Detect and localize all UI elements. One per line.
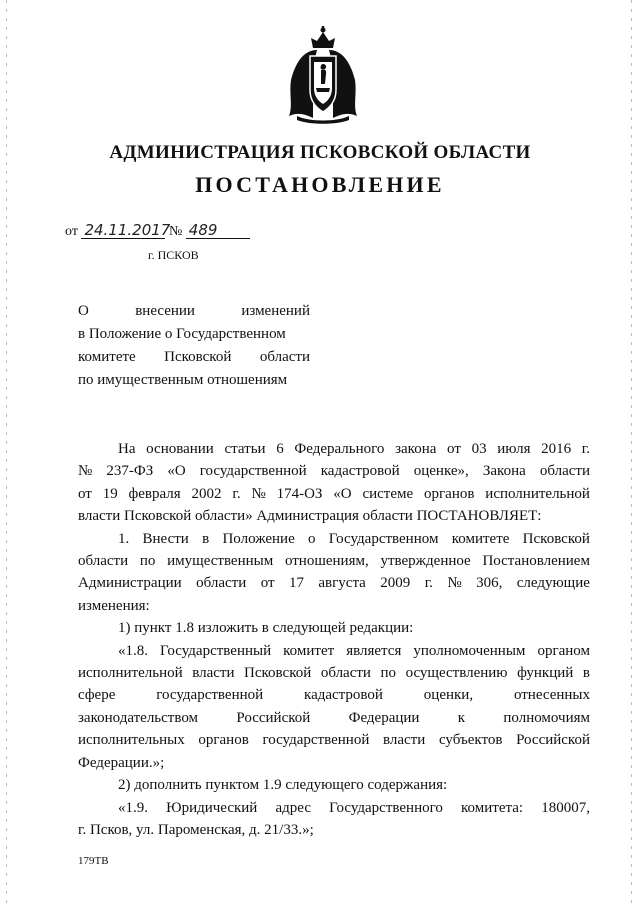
body-word: исполнительной xyxy=(485,485,590,502)
body-word: г. xyxy=(581,441,590,457)
body-word: оценки, xyxy=(423,687,474,704)
body-word: области xyxy=(196,575,247,592)
body-word: 17 xyxy=(288,575,304,592)
body-word: оценке», xyxy=(413,463,469,480)
body-word: законодательством xyxy=(78,709,199,726)
body-word: Положение xyxy=(222,530,295,547)
body-word: 2016 xyxy=(541,441,572,457)
subject-word: изменений xyxy=(241,303,310,319)
body-word: Юридический xyxy=(166,799,258,816)
body-word: отнесенных xyxy=(513,687,590,704)
date-number-line xyxy=(65,222,250,240)
body-word: Постановлением xyxy=(482,553,590,570)
body-word: субъектов xyxy=(438,732,503,749)
document-type-title: ПОСТАНОВЛЕНИЕ xyxy=(195,172,445,197)
body-word: комитета: xyxy=(461,799,524,816)
body-line xyxy=(78,752,590,774)
body-word: уполномоченным xyxy=(413,642,526,659)
body-line xyxy=(78,797,590,819)
body-word: 174-ОЗ xyxy=(276,485,323,502)
body-word: июля xyxy=(497,441,531,457)
body-word: органов xyxy=(424,485,475,502)
body-word: Российской xyxy=(516,732,590,749)
subject-line xyxy=(78,323,310,346)
body-word: На xyxy=(118,441,136,457)
body-word: следующие xyxy=(516,575,590,592)
body-line xyxy=(78,640,590,662)
body-word: Псковской xyxy=(244,665,312,682)
body-word: является xyxy=(346,642,402,659)
body-word: изменения: xyxy=(78,597,150,614)
body-word: 306, xyxy=(476,575,503,592)
body-line xyxy=(78,662,590,684)
body-word: исполнительной xyxy=(78,665,183,682)
body-word: Государственном xyxy=(328,530,439,547)
body-word: 19 xyxy=(102,485,118,502)
body-word: области xyxy=(320,665,371,682)
body-word: г. Псков, ул. Пароменская, д. 21/33.»; xyxy=(78,821,314,838)
body-word: № xyxy=(447,575,462,592)
body-line xyxy=(78,550,590,572)
number-prefix: № xyxy=(168,224,183,239)
city-label: г. ПСКОВ xyxy=(148,248,199,262)
body-word: 6 xyxy=(276,441,284,457)
body-word: власти xyxy=(383,732,426,749)
body-word: Внести xyxy=(142,530,189,547)
body-word: «О xyxy=(167,463,186,480)
body-word: от xyxy=(447,441,461,457)
body-word: основании xyxy=(146,441,214,457)
body-word: «О xyxy=(333,485,352,502)
body-word: по xyxy=(380,665,397,682)
body-word: комитет xyxy=(283,642,335,659)
subject-word: по имущественным отношениям xyxy=(78,372,288,388)
body-word: г. xyxy=(232,485,241,502)
subject-block xyxy=(78,300,310,392)
body-word: Федерации xyxy=(348,709,420,726)
body-word: кадастровой xyxy=(320,463,400,480)
body-line xyxy=(78,460,590,482)
body-word: области xyxy=(539,463,590,480)
subject-line xyxy=(78,300,310,323)
subject-word: О xyxy=(78,303,89,319)
body-line xyxy=(78,505,590,527)
body-word: закона xyxy=(395,441,437,457)
body-line xyxy=(78,774,590,796)
body-line xyxy=(78,707,590,729)
body-line xyxy=(78,819,590,841)
pskov-coat-of-arms-icon xyxy=(283,26,363,126)
subject-word: комитете xyxy=(78,349,136,365)
body-word: органов xyxy=(198,732,249,749)
body-word: г. xyxy=(424,575,433,592)
body-word: Российской xyxy=(236,709,311,726)
body-word: от xyxy=(260,575,275,592)
subject-word: в Положение о Государственном xyxy=(78,326,286,342)
body-line xyxy=(78,438,590,460)
scan-edge-right xyxy=(631,0,632,905)
body-word: власти Псковской области» Администрация области ПОСТАНОВЛЯЕТ: xyxy=(78,508,542,525)
body-word: полномочиям xyxy=(503,709,590,726)
body-word: государственной xyxy=(156,687,264,704)
body-word: по xyxy=(139,553,156,570)
body-word: Государственный xyxy=(160,642,272,659)
subject-line xyxy=(78,369,310,392)
footer-code: 179ТВ xyxy=(78,855,109,867)
body-word: о xyxy=(308,530,316,547)
body-line xyxy=(78,729,590,751)
subject-word: области xyxy=(259,349,310,365)
body-line xyxy=(78,572,590,594)
body-word: государственной xyxy=(262,732,370,749)
body-word: отношениям, xyxy=(284,553,369,570)
body-word: кадастровой xyxy=(304,687,383,704)
subject-line xyxy=(78,346,310,369)
body-word: утвержденное xyxy=(380,553,471,570)
body-word: 2) дополнить пунктом 1.9 следующего содержания: xyxy=(118,777,448,794)
body-word: 1) пункт 1.8 изложить в следующей редакции: xyxy=(118,620,414,637)
body-word: от xyxy=(78,485,92,502)
body-word: области xyxy=(78,553,129,570)
body-word: 180007, xyxy=(541,799,590,816)
body-word: власти xyxy=(192,665,235,682)
body-word: 2002 xyxy=(191,485,222,502)
body-word: Федерации.»; xyxy=(78,754,165,771)
body-word: № xyxy=(251,485,266,502)
body-word: августа xyxy=(318,575,366,592)
subject-word: внесении xyxy=(135,303,195,319)
body-word: 03 xyxy=(471,441,487,457)
body-line xyxy=(78,595,590,617)
handwritten-number: 489 xyxy=(186,222,250,239)
body-word: «1.9. xyxy=(118,799,148,816)
handwritten-date: 24.11.2017 xyxy=(81,222,165,239)
body-word: функций xyxy=(517,665,574,682)
body-word: Закона xyxy=(482,463,526,480)
body-word: статьи xyxy=(224,441,266,457)
body-word: исполнительных xyxy=(78,732,185,749)
body-word: «1.8. xyxy=(118,642,148,659)
body-line xyxy=(78,528,590,550)
body-word: адрес xyxy=(275,799,311,816)
body-word: в xyxy=(582,665,590,682)
body-word: февраля xyxy=(128,485,181,502)
body-word: системе xyxy=(362,485,414,502)
body-word: органом xyxy=(537,642,590,659)
scan-edge-left xyxy=(6,0,7,905)
body-word: к xyxy=(457,709,466,726)
body-word: имущественным xyxy=(167,553,274,570)
body-word: Администрации xyxy=(78,575,182,592)
body-word: Псковской xyxy=(522,530,590,547)
body-line xyxy=(78,684,590,706)
body-word: 237-ФЗ xyxy=(106,463,154,480)
body-line xyxy=(78,617,590,639)
body-word: 2009 xyxy=(380,575,411,592)
body-line xyxy=(78,483,590,505)
subject-word: Псковской xyxy=(164,349,232,365)
body-word: 1. xyxy=(118,530,130,547)
body-word: Федерального xyxy=(294,441,385,457)
body-word: комитете xyxy=(451,530,510,547)
body-word: государственной xyxy=(199,463,307,480)
body-word: Государственного xyxy=(329,799,443,816)
organization-title: АДМИНИСТРАЦИЯ ПСКОВСКОЙ ОБЛАСТИ xyxy=(109,142,531,163)
body-word: № xyxy=(78,463,93,480)
document-body xyxy=(78,438,590,841)
body-word: сфере xyxy=(78,687,116,704)
body-word: в xyxy=(202,530,210,547)
date-prefix: от xyxy=(65,224,78,239)
body-word: осуществлению xyxy=(405,665,508,682)
